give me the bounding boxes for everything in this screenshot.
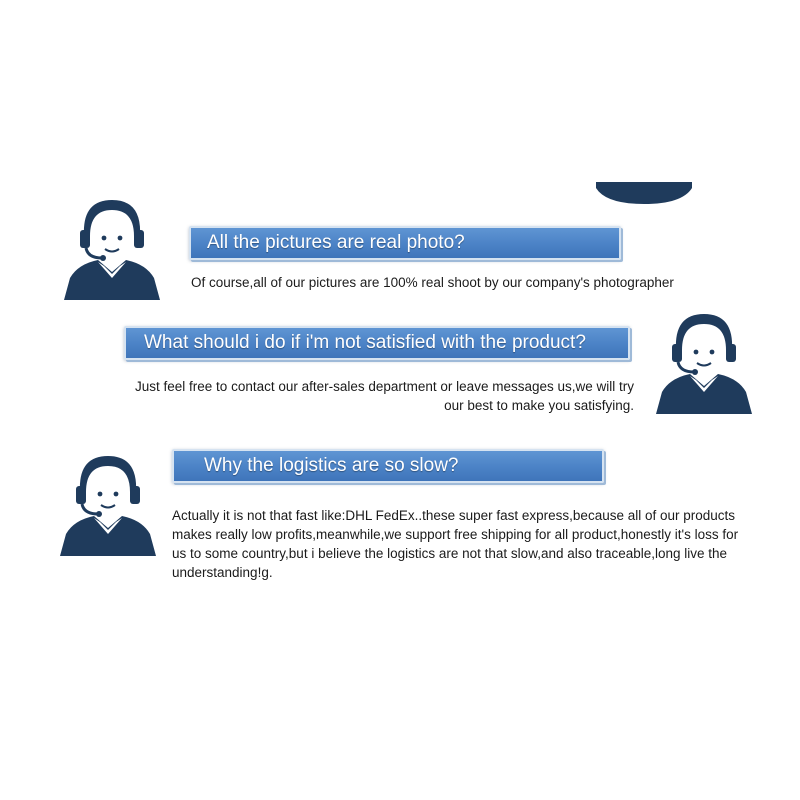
faq-question-1-text: All the pictures are real photo?	[207, 232, 465, 253]
faq-answer-3-line-1: Actually it is not that fast like:DHL FedEx..these super fast express,because all of our products	[172, 508, 736, 523]
agent-avatar-partial-icon	[592, 182, 696, 208]
faq-question-1	[189, 226, 621, 260]
faq-answer-3-line-4: understanding!g.	[172, 565, 273, 580]
faq-question-2-text: What should i do if i'm not satisfied with the product?	[144, 332, 586, 353]
faq-answer-3-line-2: makes really low profits,meanwhile,we support free shipping for all product,honestly it's loss for	[172, 527, 739, 542]
customer-service-agent-icon	[654, 310, 754, 414]
customer-service-agent-icon	[58, 452, 158, 556]
faq-question-3-text: Why the logistics are so slow?	[204, 455, 459, 476]
faq-answer-1	[191, 273, 751, 292]
faq-answer-3	[172, 506, 782, 582]
faq-answer-2-line-1: Just feel free to contact our after-sales department or leave messages us,we will try	[135, 379, 634, 394]
faq-question-2	[124, 326, 630, 360]
faq-answer-3-line-3: us to some country,but i believe the logistics are not that slow,and also traceable,long live the	[172, 546, 728, 561]
faq-question-3	[172, 449, 604, 483]
customer-service-agent-icon	[62, 196, 162, 300]
faq-answer-1-text: Of course,all of our pictures are 100% real shoot by our company's photographer	[191, 275, 674, 290]
faq-answer-2-line-2: our best to make you satisfying.	[444, 398, 634, 413]
faq-answer-2	[40, 377, 634, 415]
